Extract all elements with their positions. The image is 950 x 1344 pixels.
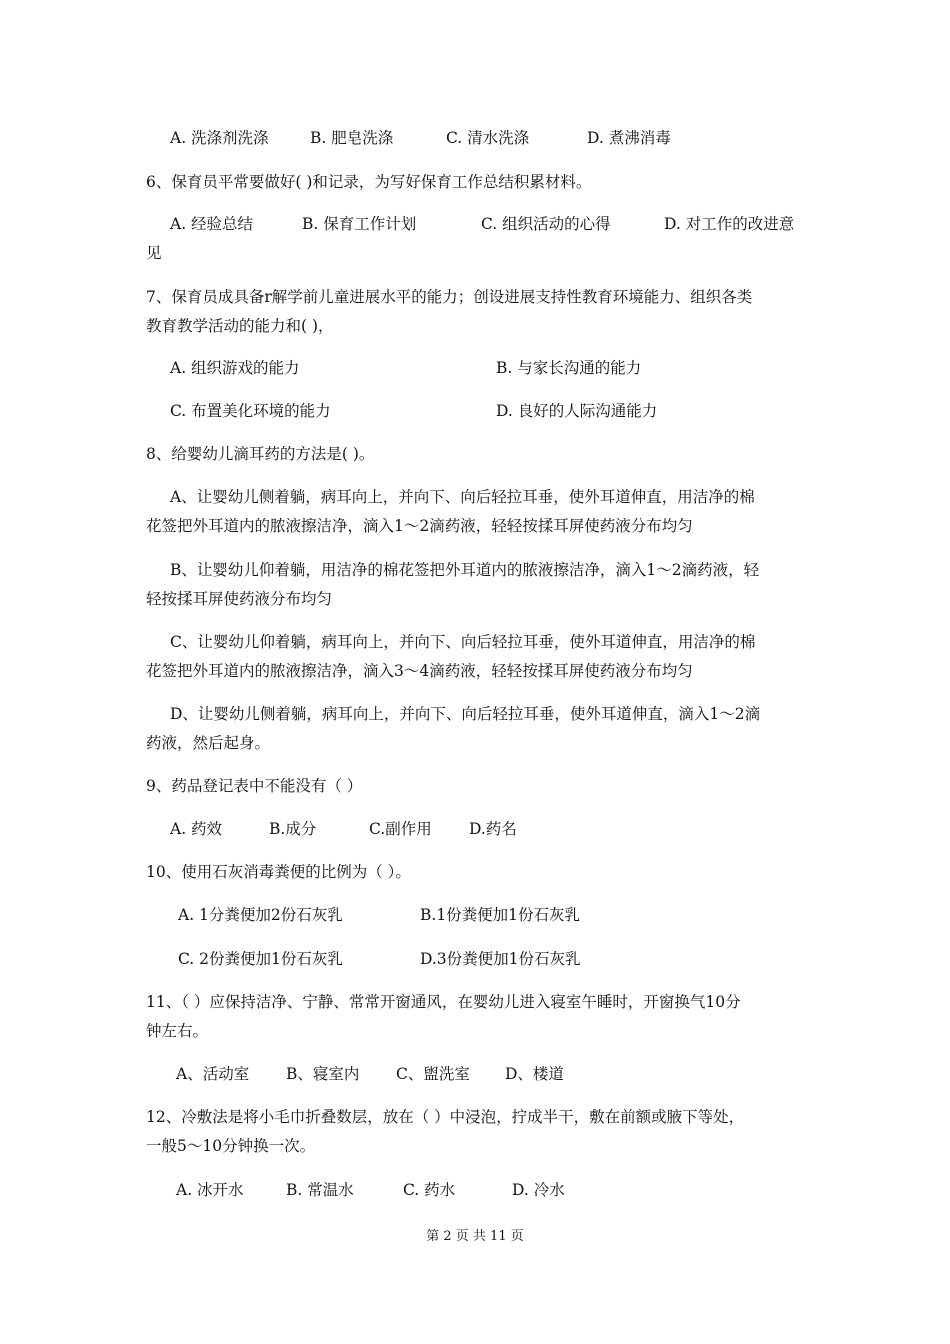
q11-stem-line-2: 钟左右。 (146, 1022, 209, 1040)
q10-option-c: C. 2份粪便加1份石灰乳 (178, 950, 343, 968)
q6-option-d: D. 对工作的改进意 (664, 215, 795, 233)
q12-option-c: C. 药水 (403, 1181, 456, 1199)
q12-stem-line-2: 一般5～10分钟换一次。 (146, 1137, 316, 1155)
q5-option-d: D. 煮沸消毒 (587, 129, 671, 147)
q9-option-b: B.成分 (269, 820, 317, 838)
q8-option-b-line-2: 轻按揉耳屏使药液分布均匀 (146, 590, 333, 608)
q5-option-a: A. 洗涤剂洗涤 (170, 129, 269, 147)
q6-option-b: B. 保育工作计划 (302, 215, 417, 233)
q10-option-b: B.1份粪便加1份石灰乳 (420, 906, 581, 924)
q7-option-a: A. 组织游戏的能力 (170, 359, 300, 377)
q11-stem-line-1: 11、（ ）应保持洁净、宁静、常常开窗通风，在婴幼儿进入寝室午睡时，开窗换气10分 (146, 993, 741, 1011)
q9-option-d: D.药名 (469, 820, 517, 838)
q8-option-b-line-1: B、让婴幼儿仰着躺，用洁净的棉花签把外耳道内的脓液擦洁净，滴入1～2滴药液，轻 (170, 561, 760, 579)
q12-stem-line-1: 12、冷敷法是将小毛巾折叠数层，放在（ ）中浸泡，拧成半干，敷在前额或腋下等处， (146, 1108, 745, 1126)
q12-option-b: B. 常温水 (286, 1181, 354, 1199)
q12-option-d: D. 冷水 (512, 1181, 565, 1199)
q7-stem-line-2: 教育教学活动的能力和( )， (146, 317, 334, 335)
q6-stem: 6、保育员平常要做好( )和记录，为写好保育工作总结积累材料。 (146, 173, 592, 191)
q8-option-a-line-1: A、让婴幼儿侧着躺，病耳向上，并向下、向后轻拉耳垂，使外耳道伸直，用洁净的棉 (170, 488, 755, 506)
q7-stem-line-1: 7、保育员成具备r解学前儿童进展水平的能力；创设进展支持性教育环境能力、组织各类 (146, 288, 753, 306)
q6-option-d-continued: 见 (146, 244, 162, 262)
q11-option-c: C、盥洗室 (396, 1065, 470, 1083)
q7-option-b: B. 与家长沟通的能力 (496, 359, 642, 377)
q10-stem: 10、使用石灰消毒粪便的比例为（ ）。 (146, 863, 411, 881)
q8-option-c-line-2: 花签把外耳道内的脓液擦洁净，滴入3～4滴药液，轻轻按揉耳屏使药液分布均匀 (146, 662, 693, 680)
q6-option-a: A. 经验总结 (170, 215, 254, 233)
q10-option-a: A. 1分粪便加2份石灰乳 (178, 906, 343, 924)
q11-option-d: D、楼道 (505, 1065, 564, 1083)
q9-option-a: A. 药效 (170, 820, 223, 838)
q6-option-c: C. 组织活动的心得 (481, 215, 611, 233)
q7-option-d: D. 良好的人际沟通能力 (496, 402, 658, 420)
q8-option-d-line-1: D、让婴幼儿侧着躺，病耳向上，并向下、向后轻拉耳垂，使外耳道伸直，滴入1～2滴 (170, 705, 761, 723)
q12-option-a: A. 冰开水 (176, 1181, 244, 1199)
q5-option-b: B. 肥皂洗涤 (310, 129, 394, 147)
q11-option-b: B、寝室内 (286, 1065, 360, 1083)
q8-option-a-line-2: 花签把外耳道内的脓液擦洁净，滴入1～2滴药液，轻轻按揉耳屏使药液分布均匀 (146, 517, 693, 535)
q9-option-c: C.副作用 (369, 820, 432, 838)
q5-option-c: C. 清水洗涤 (446, 129, 530, 147)
q8-stem: 8、给婴幼儿滴耳药的方法是( )。 (146, 445, 375, 463)
page-number-footer: 第 2 页 共 11 页 (426, 1229, 524, 1244)
q8-option-c-line-1: C、让婴幼儿仰着躺，病耳向上，并向下、向后轻拉耳垂，使外耳道伸直，用洁净的棉 (170, 633, 756, 651)
q8-option-d-line-2: 药液，然后起身。 (146, 734, 271, 752)
q11-option-a: A、活动室 (176, 1065, 250, 1083)
q7-option-c: C. 布置美化环境的能力 (170, 402, 331, 420)
q9-stem: 9、药品登记表中不能没有（ ） (146, 777, 363, 795)
q10-option-d: D.3份粪便加1份石灰乳 (420, 950, 581, 968)
